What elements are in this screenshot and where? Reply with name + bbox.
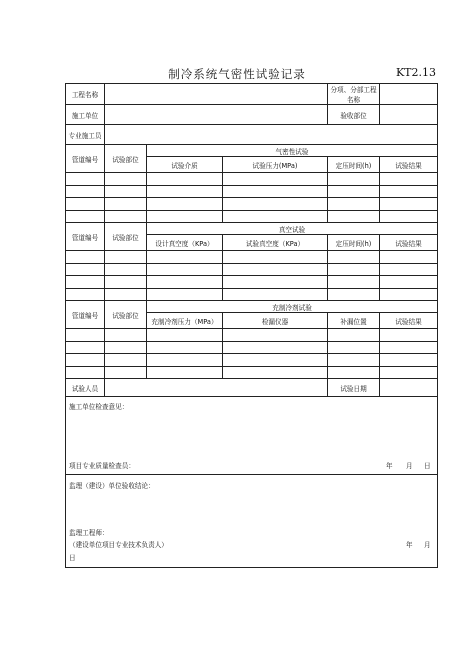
table-cell[interactable] — [328, 341, 380, 354]
table-row — [66, 263, 438, 276]
vacuum-title-row — [66, 223, 438, 235]
table-cell[interactable] — [66, 276, 105, 289]
table-cell[interactable] — [328, 198, 380, 211]
table-cell[interactable] — [66, 263, 105, 276]
table-row — [66, 198, 438, 211]
table-cell[interactable] — [380, 288, 438, 301]
document-title: 制冷系统气密性试验记录 — [168, 67, 306, 81]
table-cell[interactable] — [105, 366, 147, 379]
table-cell[interactable] — [105, 276, 147, 289]
table-cell[interactable] — [328, 366, 380, 379]
table-cell[interactable] — [380, 251, 438, 264]
airtight-col-result: 试验结果 — [380, 157, 438, 173]
vacuum-col-design: 设计真空度（KPa） — [147, 235, 223, 251]
table-cell[interactable] — [105, 198, 147, 211]
table-cell[interactable] — [380, 329, 438, 342]
table-cell[interactable] — [147, 251, 223, 264]
airtight-test-part: 试验部位 — [105, 145, 147, 173]
refrigerant-col-result: 试验结果 — [380, 313, 438, 329]
refrigerant-pipe-no: 管道编号 — [66, 301, 105, 329]
table-cell[interactable] — [223, 173, 328, 186]
table-cell[interactable] — [380, 198, 438, 211]
table-cell[interactable] — [147, 354, 223, 367]
construction-opinion-row — [66, 397, 438, 475]
sub-project-field[interactable] — [380, 84, 438, 105]
supervision-row — [66, 475, 438, 568]
table-cell[interactable] — [105, 263, 147, 276]
supervision-engineer-label: 监理工程师： — [69, 529, 109, 537]
supervision-month: 月 — [424, 541, 431, 549]
table-cell[interactable] — [223, 185, 328, 198]
table-cell[interactable] — [66, 210, 105, 223]
supervision-box[interactable] — [66, 475, 438, 568]
table-cell[interactable] — [380, 185, 438, 198]
tester-label: 试验人员 — [66, 379, 105, 397]
airtight-col-time: 定压时间(h) — [328, 157, 380, 173]
supervision-day: 日 — [69, 554, 76, 562]
table-row — [66, 173, 438, 186]
table-cell[interactable] — [66, 366, 105, 379]
table-cell[interactable] — [380, 173, 438, 186]
table-cell[interactable] — [223, 354, 328, 367]
vacuum-section-title: 真空试验 — [147, 223, 438, 235]
refrigerant-col-detector: 检漏仪器 — [223, 313, 328, 329]
construction-month: 月 — [406, 462, 413, 470]
table-cell[interactable] — [105, 173, 147, 186]
table-cell[interactable] — [66, 354, 105, 367]
specialist-label: 专业施工员 — [66, 125, 105, 145]
table-cell[interactable] — [380, 263, 438, 276]
construction-unit-field[interactable] — [105, 105, 328, 125]
acceptance-part-label: 验收部位 — [328, 105, 380, 125]
table-cell[interactable] — [105, 329, 147, 342]
table-cell[interactable] — [66, 185, 105, 198]
table-cell[interactable] — [223, 198, 328, 211]
table-cell[interactable] — [147, 173, 223, 186]
table-cell[interactable] — [105, 288, 147, 301]
table-cell[interactable] — [223, 288, 328, 301]
airtight-title-row — [66, 145, 438, 157]
supervision-year: 年 — [406, 541, 413, 549]
refrigerant-test-part: 试验部位 — [105, 301, 147, 329]
table-row — [66, 276, 438, 289]
table-cell[interactable] — [223, 263, 328, 276]
project-name-field[interactable] — [105, 84, 328, 105]
table-row — [66, 366, 438, 379]
table-cell[interactable] — [328, 210, 380, 223]
table-cell[interactable] — [66, 329, 105, 342]
table-cell[interactable] — [147, 276, 223, 289]
table-cell[interactable] — [66, 173, 105, 186]
vacuum-col-test: 试验真空度（KPa） — [223, 235, 328, 251]
table-cell[interactable] — [328, 251, 380, 264]
table-cell[interactable] — [223, 210, 328, 223]
table-cell[interactable] — [380, 354, 438, 367]
airtight-col-pressure: 试验压力(MPa) — [223, 157, 328, 173]
table-cell[interactable] — [223, 366, 328, 379]
table-cell[interactable] — [328, 185, 380, 198]
form-code: KT2.13 — [395, 66, 436, 79]
tester-row — [66, 379, 438, 397]
construction-opinion-label: 施工单位检查意见： — [69, 403, 129, 411]
project-name-label: 工程名称 — [66, 84, 105, 105]
table-row — [66, 251, 438, 264]
table-row — [66, 185, 438, 198]
test-date-label: 试验日期 — [328, 379, 380, 397]
airtight-col-medium: 试验介质 — [147, 157, 223, 173]
table-cell[interactable] — [147, 329, 223, 342]
info-row-2 — [66, 105, 438, 125]
airtight-pipe-no: 管道编号 — [66, 145, 105, 173]
refrigerant-col-repair: 补漏位置 — [328, 313, 380, 329]
table-row — [66, 354, 438, 367]
table-cell[interactable] — [380, 276, 438, 289]
table-row — [66, 341, 438, 354]
table-cell[interactable] — [147, 263, 223, 276]
table-row — [66, 210, 438, 223]
vacuum-pipe-no: 管道编号 — [66, 223, 105, 251]
construction-year: 年 — [386, 462, 393, 470]
table-cell[interactable] — [380, 210, 438, 223]
refrigerant-title-row — [66, 301, 438, 313]
table-cell[interactable] — [328, 288, 380, 301]
vacuum-col-time: 定压时间(h) — [328, 235, 380, 251]
table-cell[interactable] — [147, 341, 223, 354]
table-cell[interactable] — [328, 354, 380, 367]
info-row-3 — [66, 125, 438, 145]
table-cell[interactable] — [66, 251, 105, 264]
sub-project-label: 分项、分部工程名称 — [328, 84, 380, 105]
table-cell[interactable] — [147, 210, 223, 223]
table-cell[interactable] — [147, 185, 223, 198]
supervision-conclusion-label: 监理（建设）单位验收结论： — [69, 482, 155, 490]
construction-unit-label: 施工单位 — [66, 105, 105, 125]
table-cell[interactable] — [66, 341, 105, 354]
table-cell[interactable] — [328, 173, 380, 186]
owner-rep-label: （建设单位项目专业技术负责人） — [69, 541, 168, 549]
table-row — [66, 288, 438, 301]
tester-field[interactable] — [105, 379, 328, 397]
vacuum-col-result: 试验结果 — [380, 235, 438, 251]
table-cell[interactable] — [223, 341, 328, 354]
table-cell[interactable] — [105, 210, 147, 223]
table-cell[interactable] — [223, 276, 328, 289]
specialist-field[interactable] — [105, 125, 438, 145]
table-cell[interactable] — [105, 251, 147, 264]
airtight-section-title: 气密性试验 — [147, 145, 438, 157]
acceptance-part-field[interactable] — [380, 105, 438, 125]
info-row-1 — [66, 84, 438, 105]
table-cell[interactable] — [328, 263, 380, 276]
refrigerant-section-title: 充制冷剂试验 — [147, 301, 438, 313]
table-cell[interactable] — [223, 329, 328, 342]
table-cell[interactable] — [328, 329, 380, 342]
table-row — [66, 329, 438, 342]
table-cell[interactable] — [147, 366, 223, 379]
construction-opinion-box[interactable] — [66, 397, 438, 475]
table-cell[interactable] — [223, 251, 328, 264]
table-cell[interactable] — [105, 185, 147, 198]
table-cell[interactable] — [380, 341, 438, 354]
table-cell[interactable] — [328, 276, 380, 289]
table-cell[interactable] — [147, 288, 223, 301]
table-cell[interactable] — [105, 354, 147, 367]
refrigerant-col-pressure: 充制冷剂压力（MPa） — [147, 313, 223, 329]
table-cell[interactable] — [147, 198, 223, 211]
table-cell[interactable] — [66, 288, 105, 301]
construction-day: 日 — [424, 462, 431, 470]
table-cell[interactable] — [380, 366, 438, 379]
table-cell[interactable] — [105, 341, 147, 354]
table-cell[interactable] — [66, 198, 105, 211]
quality-inspector-label: 项目专业质量检查员： — [69, 462, 135, 470]
test-date-field[interactable] — [380, 379, 438, 397]
vacuum-test-part: 试验部位 — [105, 223, 147, 251]
record-table — [65, 83, 438, 568]
